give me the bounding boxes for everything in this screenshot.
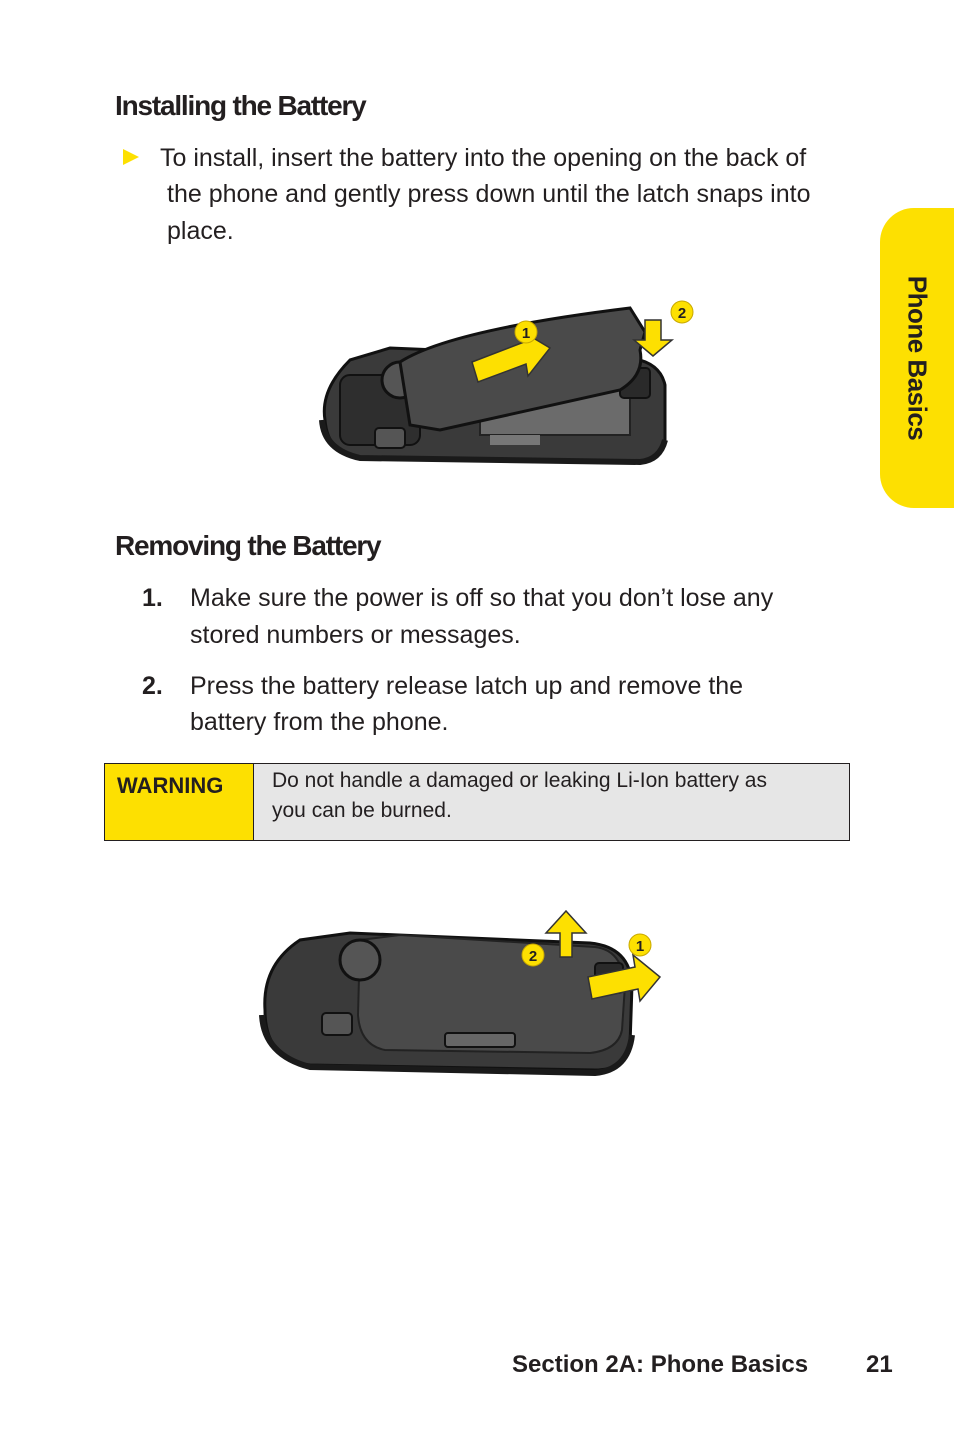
step-1-line-1: Make sure the power is off so that you don’t lose any [190, 584, 774, 612]
warning-box [104, 763, 850, 841]
step-number-1: 1. [142, 584, 163, 612]
warning-label: WARNING [105, 764, 254, 840]
install-callout-1: 1 [521, 325, 531, 342]
bullet-triangle-icon [121, 147, 141, 167]
step-2-line-1: Press the battery release latch up and remove the [190, 672, 744, 700]
remove-heading: Removing the Battery [115, 530, 381, 561]
step-number-2: 2. [142, 672, 163, 700]
install-heading: Installing the Battery [115, 90, 366, 121]
remove-callout-1: 1 [635, 938, 645, 955]
install-bullet-line-2: the phone and gently press down until the latch snaps into [167, 180, 811, 208]
install-bullet-line-3: place. [167, 217, 234, 245]
remove-battery-illustration [250, 905, 670, 1095]
footer-section-title: Section 2A: Phone Basics [512, 1351, 809, 1378]
warning-text-line-2: you can be burned. [272, 799, 452, 822]
warning-text-line-1: Do not handle a damaged or leaking Li-Ion battery as [272, 769, 767, 792]
install-battery-illustration [300, 290, 700, 490]
step-2-line-2: battery from the phone. [190, 708, 449, 736]
side-tab-label: Phone Basics [902, 275, 933, 441]
step-1-line-2: stored numbers or messages. [190, 621, 521, 649]
remove-callout-2: 2 [528, 948, 538, 965]
footer-page-number: 21 [866, 1351, 893, 1378]
side-section-tab [880, 208, 954, 508]
install-callout-2: 2 [677, 305, 687, 322]
warning-text [254, 764, 849, 840]
install-bullet-line-1: To install, insert the battery into the opening on the back of [160, 144, 807, 172]
